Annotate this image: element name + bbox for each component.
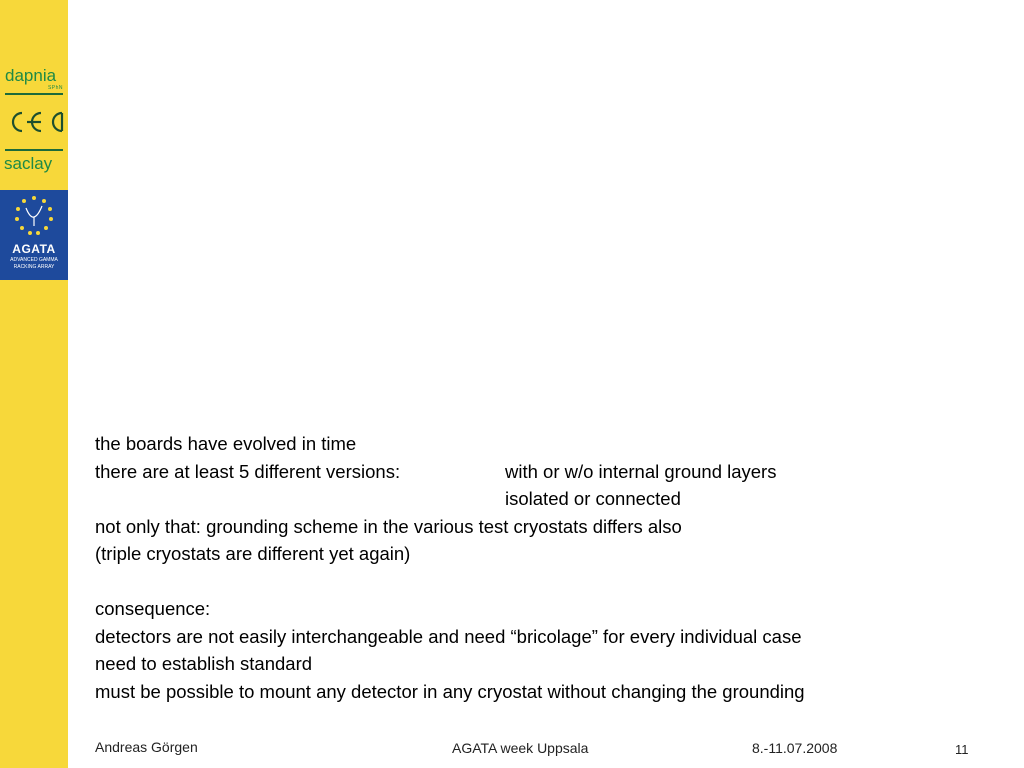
page-number: 11 [955,742,969,757]
dapnia-logo-subtext: SPhN [47,85,63,91]
body-line [95,485,995,513]
footer-date: 8.-11.07.2008 [752,740,838,756]
saclay-logo: saclay [4,154,53,173]
cea-logo [5,106,65,138]
body-line: consequence: [95,598,211,619]
agata-subtitle: ADVANCED GAMMA [10,257,58,263]
blank-line [95,568,995,596]
footer-event: AGATA week Uppsala [452,740,589,756]
dapnia-logo [5,66,65,91]
body-line-right: isolated or connected [505,488,681,509]
logo-divider [5,149,63,151]
body-line: must be possible to mount any detector in any cryostat without changing the grounding [95,680,805,702]
agata-logo [0,190,68,280]
sidebar [0,0,68,768]
body-line: (triple cryostats are different yet again) [95,543,411,564]
slide-body [95,430,995,705]
body-line-right: with or w/o internal ground layers [505,460,777,482]
agata-title: AGATA [12,242,56,256]
footer-author: Andreas Görgen [95,739,198,755]
body-line-left: there are at least 5 different versions: [95,460,401,482]
body-line [95,458,995,486]
eu-stars-icon [0,190,68,242]
dapnia-logo-text: dapnia [5,66,57,85]
body-line: detectors are not easily interchangeable and need “bricolage” for every individual case [95,625,802,647]
agata-subtitle: RACKING ARRAY [13,264,55,270]
body-line: the boards have evolved in time [95,433,357,454]
body-line: not only that: grounding scheme in the various test cryostats differs also [95,515,682,537]
logo-divider [5,93,63,95]
body-line: need to establish standard [95,653,313,674]
